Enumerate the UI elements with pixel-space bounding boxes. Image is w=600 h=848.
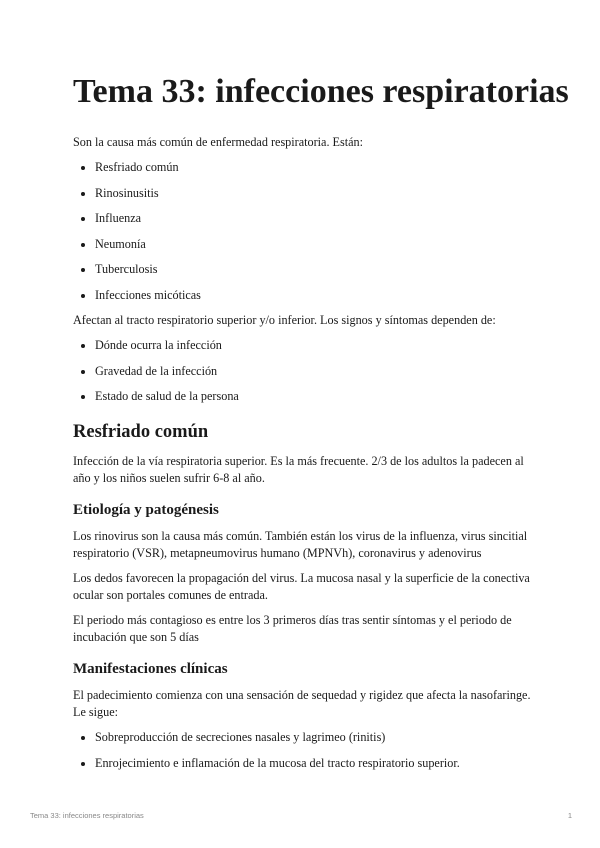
heading-etiologia: Etiología y patogénesis bbox=[73, 502, 219, 518]
affect-paragraph: Afectan al tracto respiratorio superior y/o inferior. Los signos y síntomas dependen de: bbox=[73, 313, 496, 327]
list-item: Infecciones micóticas bbox=[95, 287, 533, 304]
list-item: Influenza bbox=[95, 210, 533, 227]
intro-paragraph: Son la causa más común de enfermedad respiratoria. Están: bbox=[73, 135, 364, 149]
list-item: Dónde ocurra la infección bbox=[95, 337, 533, 354]
list-item: Rinosinusitis bbox=[95, 185, 533, 202]
factors-list bbox=[73, 337, 533, 405]
list-item: Neumonía bbox=[95, 236, 533, 253]
manifestaciones-paragraph: El padecimiento comienza con una sensación de sequedad y rigidez que afecta la nasofaringe. Le sigue: bbox=[73, 688, 531, 719]
list-item: Estado de salud de la persona bbox=[95, 388, 533, 405]
manifestaciones-list bbox=[73, 729, 533, 772]
list-item: Gravedad de la infección bbox=[95, 363, 533, 380]
footer-title: Tema 33: infecciones respiratorias bbox=[30, 811, 144, 820]
list-item: Enrojecimiento e inflamación de la mucosa del tracto respiratorio superior. bbox=[95, 755, 533, 772]
list-item: Resfriado común bbox=[95, 159, 533, 176]
etiologia-paragraph-2: Los dedos favorecen la propagación del virus. La mucosa nasal y la superficie de la conectiva ocular son portales comunes de entrada. bbox=[73, 571, 530, 602]
diseases-list bbox=[73, 159, 533, 304]
page-title: Tema 33: infecciones respiratorias bbox=[73, 73, 569, 110]
etiologia-paragraph-3: El periodo más contagioso es entre los 3 primeros días tras sentir síntomas y el periodo de incubación que son 5 días bbox=[73, 613, 512, 644]
heading-resfriado: Resfriado común bbox=[73, 422, 209, 442]
page-number: 1 bbox=[567, 811, 572, 820]
etiologia-paragraph-1: Los rinovirus son la causa más común. También están los virus de la influenza, virus sincitial respiratorio (VSR), metapneumovirus humano (MPNVh), coronavirus y adenovirus bbox=[73, 529, 528, 560]
heading-manifestaciones: Manifestaciones clínicas bbox=[73, 661, 228, 677]
document-body bbox=[73, 134, 533, 780]
resfriado-paragraph: Infección de la vía respiratoria superior. Es la más frecuente. 2/3 de los adultos la padecen al año y los niños suelen sufrir 6-8 al año. bbox=[73, 454, 524, 485]
list-item: Sobreproducción de secreciones nasales y lagrimeo (rinitis) bbox=[95, 729, 533, 746]
list-item: Tuberculosis bbox=[95, 261, 533, 278]
